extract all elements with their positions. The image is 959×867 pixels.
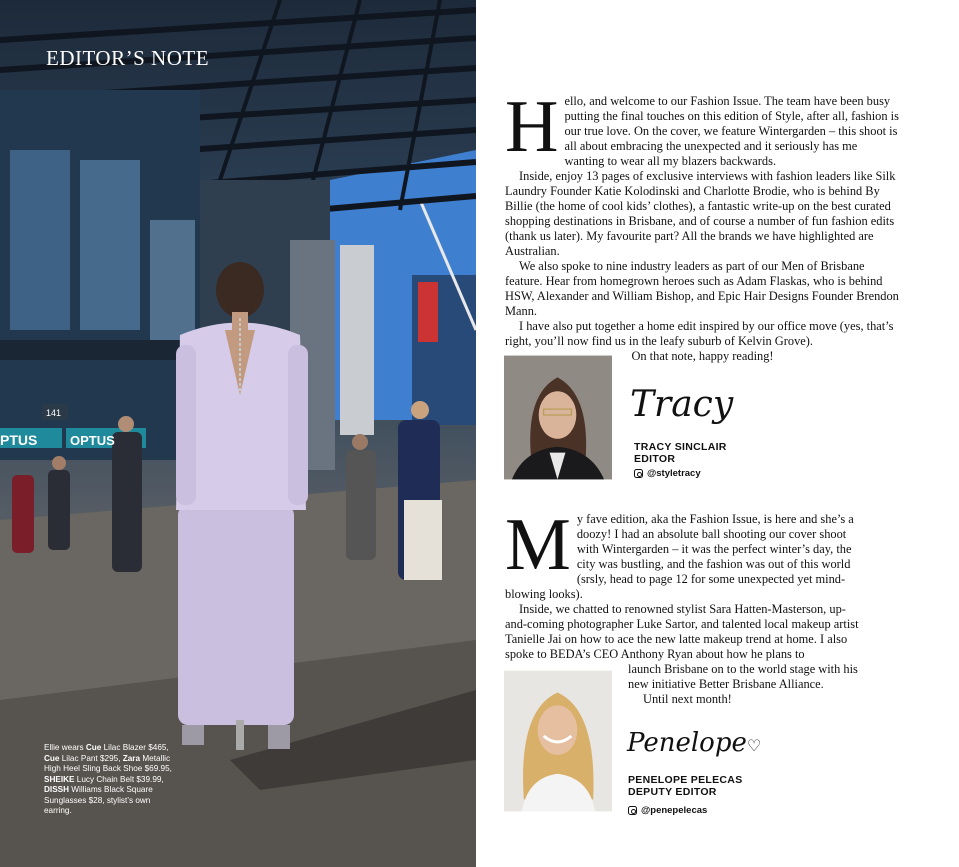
tracy-name: TRACY SINCLAIR: [634, 441, 727, 453]
instagram-icon: [628, 806, 637, 815]
caption-brand: Cue: [85, 743, 102, 752]
building-number: 141: [46, 408, 62, 418]
optus-sign: PTUS: [0, 432, 38, 448]
deputy-closing: Until next month!: [643, 692, 732, 706]
editor-paragraph-3: We also spoke to nine industry leaders as part of our Men of Brisbane feature. Hear from homegrown heroes such as Adam Flaskas, who is behind HSW, Alexander and William Bishop, and Epic Hair Designs Founder Brendon Mann.: [505, 259, 899, 318]
tracy-name-block: [634, 441, 727, 465]
model-figure: [176, 262, 308, 750]
drop-cap-m: M: [505, 504, 571, 586]
caption-brand: SHEIKE: [44, 774, 75, 784]
caption-text: Lucy Chain Belt $39.99,: [74, 774, 164, 784]
penelope-name-block: [628, 774, 743, 798]
photo-caption: [44, 743, 172, 817]
instagram-icon: [634, 469, 643, 478]
drop-cap-h: H: [505, 86, 559, 168]
caption-brand: DISSH: [44, 785, 70, 794]
street-scene-illustration: [0, 0, 476, 867]
caption-text: Ellie wears: [44, 743, 86, 752]
optus-sign-2: OPTUS: [70, 433, 115, 448]
editor-letter: [505, 86, 900, 364]
deputy-paragraph-2-end: launch Brisbane on to the world stage with his new initiative Better Brisbane Alliance.: [628, 662, 858, 691]
editor-closing: On that note, happy reading!: [631, 349, 774, 363]
penelope-signature: Penelope♡: [627, 728, 762, 758]
tracy-signature: Tracy: [630, 384, 734, 425]
fashion-photo: [0, 0, 476, 867]
caption-text: Lilac Blazer $465,: [101, 743, 169, 752]
caption-text: Williams Black Square Sunglasses $28, stylist’s own earring.: [44, 785, 153, 815]
heart-icon: ♡: [746, 736, 762, 755]
deputy-paragraph-2: Inside, we chatted to renowned stylist Sara Hatten-Masterson, up-and-coming photographer Luke Sartor, and talented local makeup artist Tanielle Jai on how to ace the new latte makeup trend at home. I also spoke to BEDA’s CEO Anthony Ryan about how he plans to: [505, 602, 859, 661]
penelope-name: PENELOPE PELECAS: [628, 774, 743, 786]
caption-text: Metallic High Heel Sling Back Shoe $69.95,: [44, 753, 172, 773]
deputy-letter: [505, 504, 860, 662]
tracy-portrait: [504, 355, 612, 480]
deputy-paragraph-1: My fave edition, aka the Fashion Issue, is here and she’s a doozy! I had an absolute ball shooting our cover shoot with Wintergarden – it was the perfect winter’s day, the city was bustling, and the fashion was out of this world (srsly, head to page 12 for some unexpected yet mind-blowing looks).: [505, 504, 854, 601]
caption-text: Lilac Pant $295,: [59, 753, 123, 763]
penelope-portrait: [504, 670, 612, 812]
tracy-role: EDITOR: [634, 453, 676, 465]
editor-paragraph-2: Inside, enjoy 13 pages of exclusive interviews with fashion leaders like Silk Laundry Founder Katie Kolodinski and Charlotte Brodie, who is behind By Billie (the home of cool kids’ clothes), a fantastic write-up on the best curated shopping destinations in Brisbane, and of course a number of fun fashion edits (thank us later). My favourite part? All the brands we have highlighted are Australian.: [505, 169, 896, 258]
caption-brand: Cue: [44, 753, 60, 763]
caption-brand: Zara: [122, 753, 141, 763]
editor-paragraph-1: Hello, and welcome to our Fashion Issue. The team have been busy putting the final touches on this edition of Style, after all, fashion is our true love. On the cover, we feature Wintergarden – this shoot is all about embracing the unexpected and it seriously has me wanting to wear all my blazers backwards.: [505, 86, 899, 168]
page-title: EDITOR’S NOTE: [46, 46, 210, 70]
tracy-handle[interactable]: @styletracy: [634, 468, 701, 479]
editor-paragraph-4: I have also put together a home edit inspired by our office move (yes, that’s right, you’ll now find us in the leafy suburb of Kelvin Grove).: [505, 319, 894, 348]
penelope-role: DEPUTY EDITOR: [628, 786, 717, 798]
penelope-handle[interactable]: @penepelecas: [628, 805, 707, 816]
